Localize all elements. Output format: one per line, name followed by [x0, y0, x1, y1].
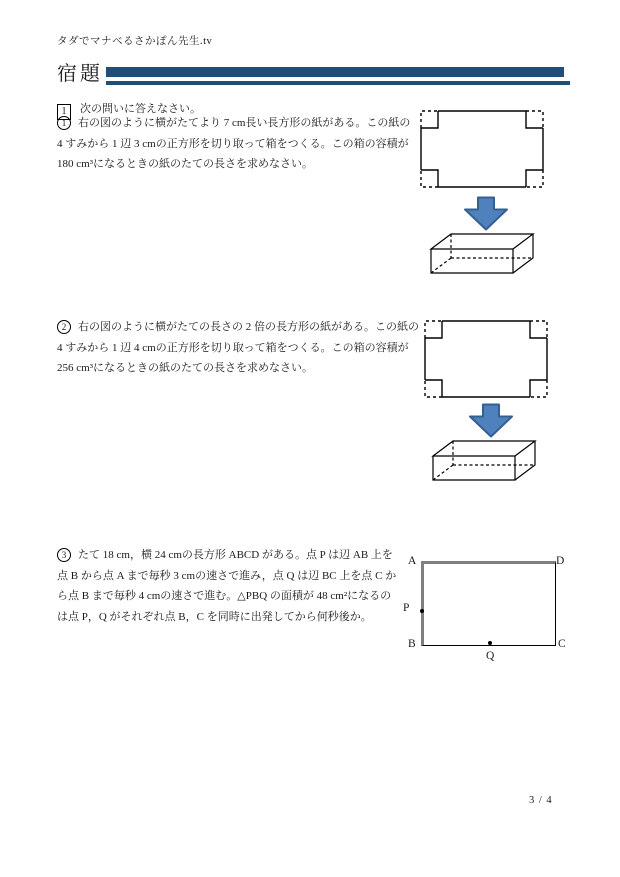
paper-edges-solid	[425, 321, 547, 397]
problem2-line1: 右の図のように横がたての長さの 2 倍の長方形の紙がある。この紙の	[78, 321, 419, 333]
box-top-opening	[433, 441, 535, 456]
point-p-dot	[420, 609, 424, 613]
point-label-q: Q	[486, 650, 495, 662]
problem3-line1: たて 18 cm，横 24 cmの長方形 ABCD がある。点 P は辺 AB 上を	[78, 549, 393, 561]
problem1-line3: 180 cm³になるときの紙のたての長さを求めなさい。	[57, 158, 313, 170]
point-q-dot	[488, 641, 492, 645]
title-bar-thin	[106, 81, 570, 85]
box-right-face	[515, 441, 535, 480]
problem2-text	[57, 317, 419, 379]
corner-cut-dashed-edges	[425, 321, 547, 397]
problem2-line3: 256 cm³になるときの紙のたての長さを求めなさい。	[57, 362, 313, 374]
problem1-line1: 右の図のように横がたてより 7 cm長い長方形の紙がある。この紙の	[78, 117, 411, 129]
problem3-line2: 点 B から点 A まで毎秒 3 cmの速さで進み，点 Q は辺 BC 上を点 C か	[57, 569, 397, 582]
cut-corner-rectangle-diagram-2	[424, 320, 548, 398]
open-box-diagram-2	[424, 439, 546, 483]
cut-corner-rectangle-diagram-1	[420, 110, 544, 188]
box-top-opening	[431, 234, 533, 249]
page-title: 宿題	[57, 63, 103, 85]
problem3-line4: は点 P，Q がそれぞれ点 B，C を同時に出発してから何秒後か。	[57, 610, 372, 623]
box-hidden-edges	[433, 441, 535, 480]
down-arrow-icon-2	[468, 403, 514, 438]
problem3-text	[57, 545, 396, 627]
corner-cut-dashed-edges	[421, 111, 543, 187]
problem1-line2: 4 すみから 1 辺 3 cmの正方形を切り取って箱をつくる。この箱の容積が	[57, 137, 409, 150]
box-right-face	[513, 234, 533, 273]
paper-edges-solid	[421, 111, 543, 187]
vertex-label-a: A	[408, 555, 417, 567]
problem2-number-circle: 2	[57, 320, 71, 334]
box-front-face	[433, 456, 515, 480]
title-bar-thick	[106, 67, 564, 77]
box-hidden-edges	[431, 234, 533, 273]
open-box-diagram-1	[422, 232, 544, 276]
point-label-p: P	[403, 602, 410, 614]
corner-inner-edges	[425, 321, 547, 397]
section-intro-text: 次の問いに答えなさい。	[80, 103, 201, 115]
problem1-number-circle: 1	[57, 116, 71, 130]
rectangle-abcd	[421, 561, 556, 646]
down-arrow-icon-1	[463, 196, 509, 231]
vertex-label-b: B	[408, 638, 416, 650]
vertex-label-d: D	[556, 555, 565, 567]
problem2-line2: 4 すみから 1 辺 4 cmの正方形を切り取って箱をつくる。この箱の容積が	[57, 341, 409, 354]
problem3-number-circle: 3	[57, 548, 71, 562]
site-title: タダでマナベるさかぽん先生.tv	[57, 36, 213, 47]
corner-inner-edges	[421, 111, 543, 187]
section-number-box: 1	[57, 104, 71, 120]
rectangle-abcd-diagram	[400, 550, 572, 665]
page-number: 3 / 4	[529, 795, 553, 806]
problem3-line3: ら点 B まで毎秒 4 cmの速さで進む。△PBQ の面積が 48 cm²になるの	[57, 590, 392, 602]
vertex-label-c: C	[558, 638, 566, 650]
problem1-text	[57, 113, 410, 175]
box-front-face	[431, 249, 513, 273]
